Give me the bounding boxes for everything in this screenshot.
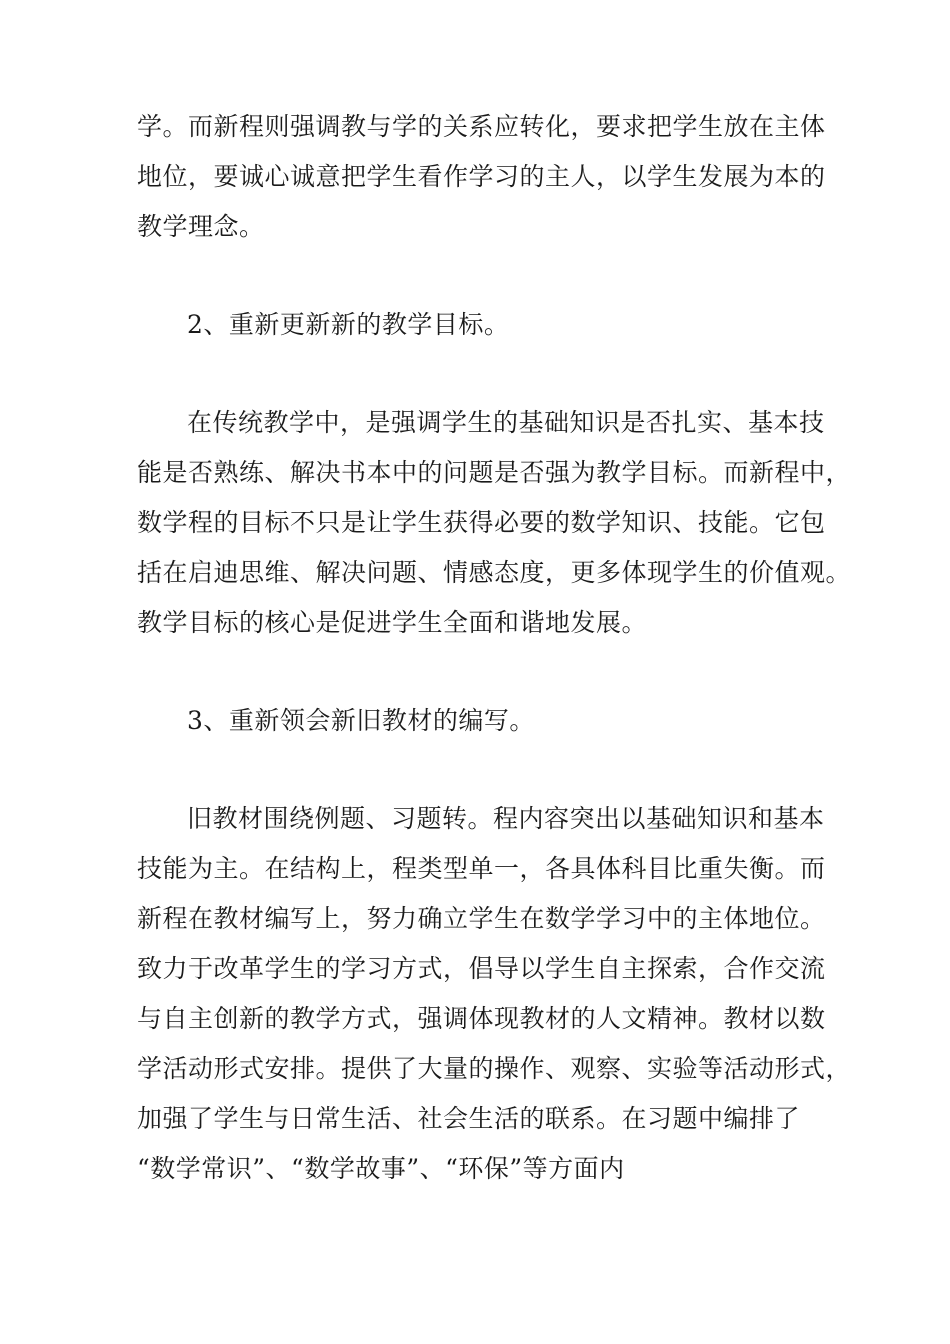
section-heading-3: 3、重新领会新旧教材的编写。 (187, 706, 535, 735)
paragraph-1-line-2: 地位，要诚心诚意把学生看作学习的主人，以学生发展为本的 (137, 162, 826, 191)
paragraph-3-line-2: 技能为主。在结构上，程类型单一，各具体科目比重失衡。而 (137, 854, 826, 883)
paragraph-2-line-4: 括在启迪思维、解决问题、情感态度，更多体现学生的价值观。 (137, 558, 852, 587)
paragraph-3-line-4: 致力于改革学生的学习方式，倡导以学生自主探索，合作交流 (137, 954, 826, 983)
paragraph-3-line-5: 与自主创新的教学方式，强调体现教材的人文精神。教材以数 (137, 1004, 826, 1033)
paragraph-2-line-2: 能是否熟练、解决书本中的问题是否强为教学目标。而新程中， (137, 458, 852, 487)
paragraph-2-line-5: 教学目标的核心是促进学生全面和谐地发展。 (137, 608, 648, 637)
paragraph-3-line-8: “数学常识”、“数学故事”、“环保”等方面内 (137, 1154, 625, 1183)
paragraph-1-line-1: 学。而新程则强调教与学的关系应转化，要求把学生放在主体 (137, 112, 826, 141)
paragraph-3-line-6: 学活动形式安排。提供了大量的操作、观察、实验等活动形式， (137, 1054, 852, 1083)
paragraph-3-line-1: 旧教材围绕例题、习题转。程内容突出以基础知识和基本 (187, 804, 825, 833)
paragraph-2-line-3: 数学程的目标不只是让学生获得必要的数学知识、技能。它包 (137, 508, 826, 537)
paragraph-3-line-7: 加强了学生与日常生活、社会生活的联系。在习题中编排了 (137, 1104, 801, 1133)
paragraph-1-line-3: 教学理念。 (137, 212, 265, 241)
paragraph-2-line-1: 在传统教学中，是强调学生的基础知识是否扎实、基本技 (187, 408, 825, 437)
section-heading-2: 2、重新更新新的教学目标。 (187, 310, 510, 339)
paragraph-3-line-3: 新程在教材编写上，努力确立学生在数学学习中的主体地位。 (137, 904, 826, 933)
